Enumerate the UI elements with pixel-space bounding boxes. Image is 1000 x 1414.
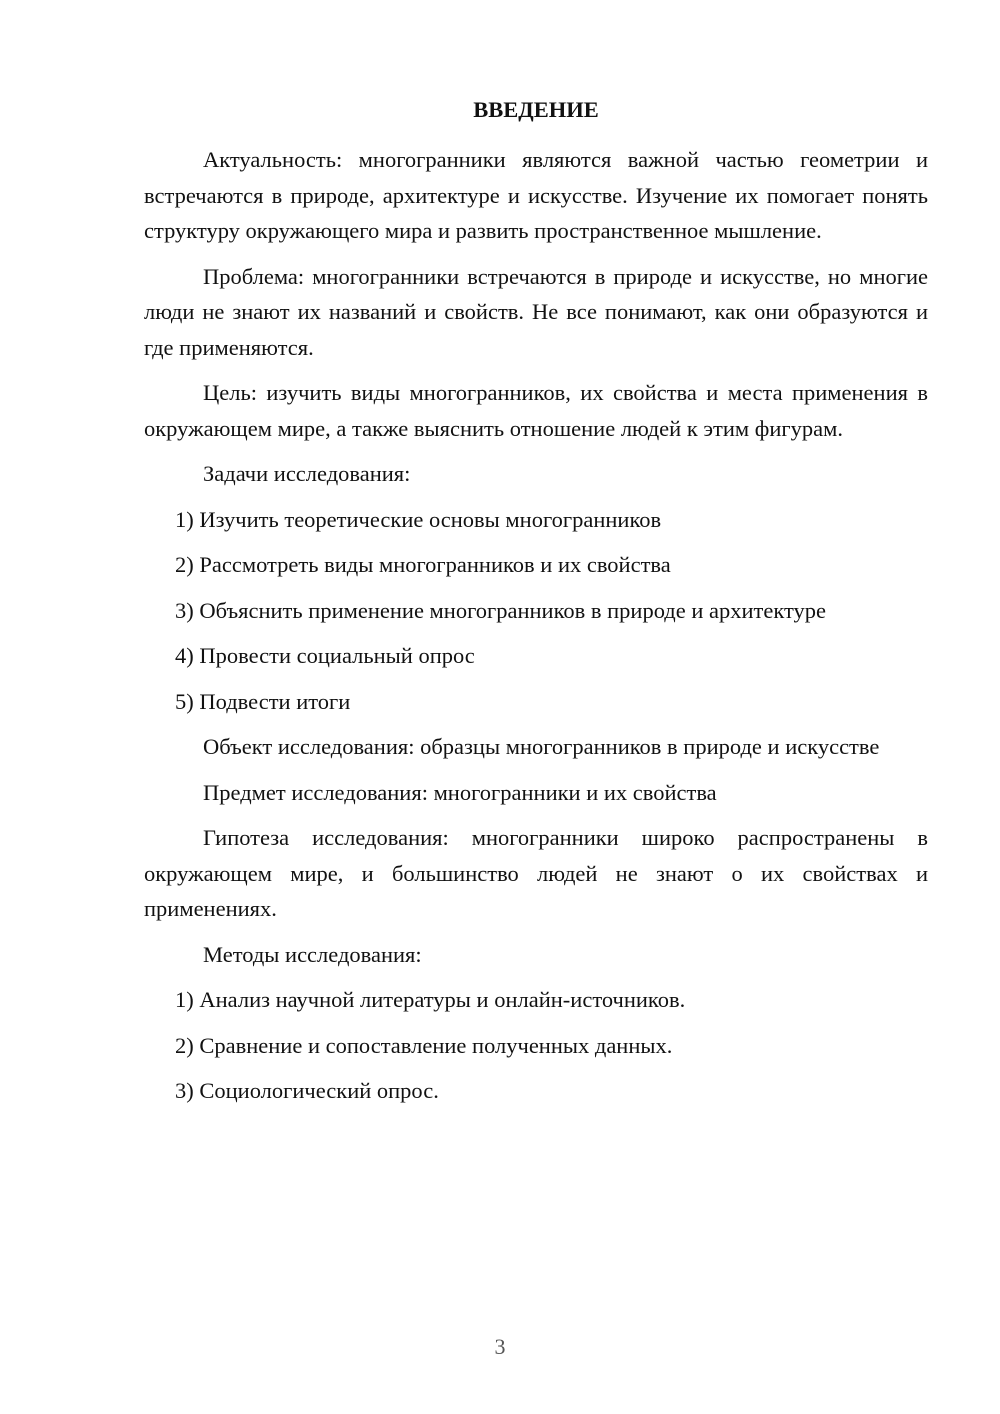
list-item: 3) Объяснить применение многогранников в природе и архитектуре [175,597,827,623]
list-item: 1) Изучить теоретические основы многогранников [175,506,662,532]
goal-paragraph: Цель: изучить виды многогранников, их свойства и места применения в окружающем мире, а также выяснить отношение людей к этим фигурам. [144,380,928,441]
page-number: 3 [494,1334,506,1359]
tasks-heading: Задачи исследования: [203,461,411,486]
subject-paragraph: Предмет исследования: многогранники и их свойства [203,779,717,805]
hypothesis-paragraph: Гипотеза исследования: многогранники широко распространены в окружающем мире, и большинство людей не знают о их свойствах и применениях. [144,825,928,921]
list-item: 1) Анализ научной литературы и онлайн-источников. [175,987,686,1012]
page-title: ВВЕДЕНИЕ [473,97,599,122]
list-item: 5) Подвести итоги [175,688,351,714]
object-paragraph: Объект исследования: образцы многогранников в природе и искусстве [203,734,880,759]
list-item: 2) Рассмотреть виды многогранников и их свойства [175,552,671,577]
list-item: 4) Провести социальный опрос [175,643,475,668]
document-page [144,92,928,1119]
methods-heading: Методы исследования: [203,941,422,967]
list-item: 3) Социологический опрос. [175,1078,439,1103]
problem-paragraph: Проблема: многогранники встречаются в природе и искусстве, но многие люди не знают их названий и свойств. Не все понимают, как они образуются и где применяются. [144,263,928,360]
relevance-paragraph: Актуальность: многогранники являются важной частью геометрии и встречаются в природе, архитектуре и искусстве. Изучение их помогает понять структуру окружающего мира и развить пространственное мышление. [144,147,928,243]
list-item: 2) Сравнение и сопоставление полученных данных. [175,1032,673,1058]
methods-list [144,982,928,1109]
tasks-list [144,502,928,720]
